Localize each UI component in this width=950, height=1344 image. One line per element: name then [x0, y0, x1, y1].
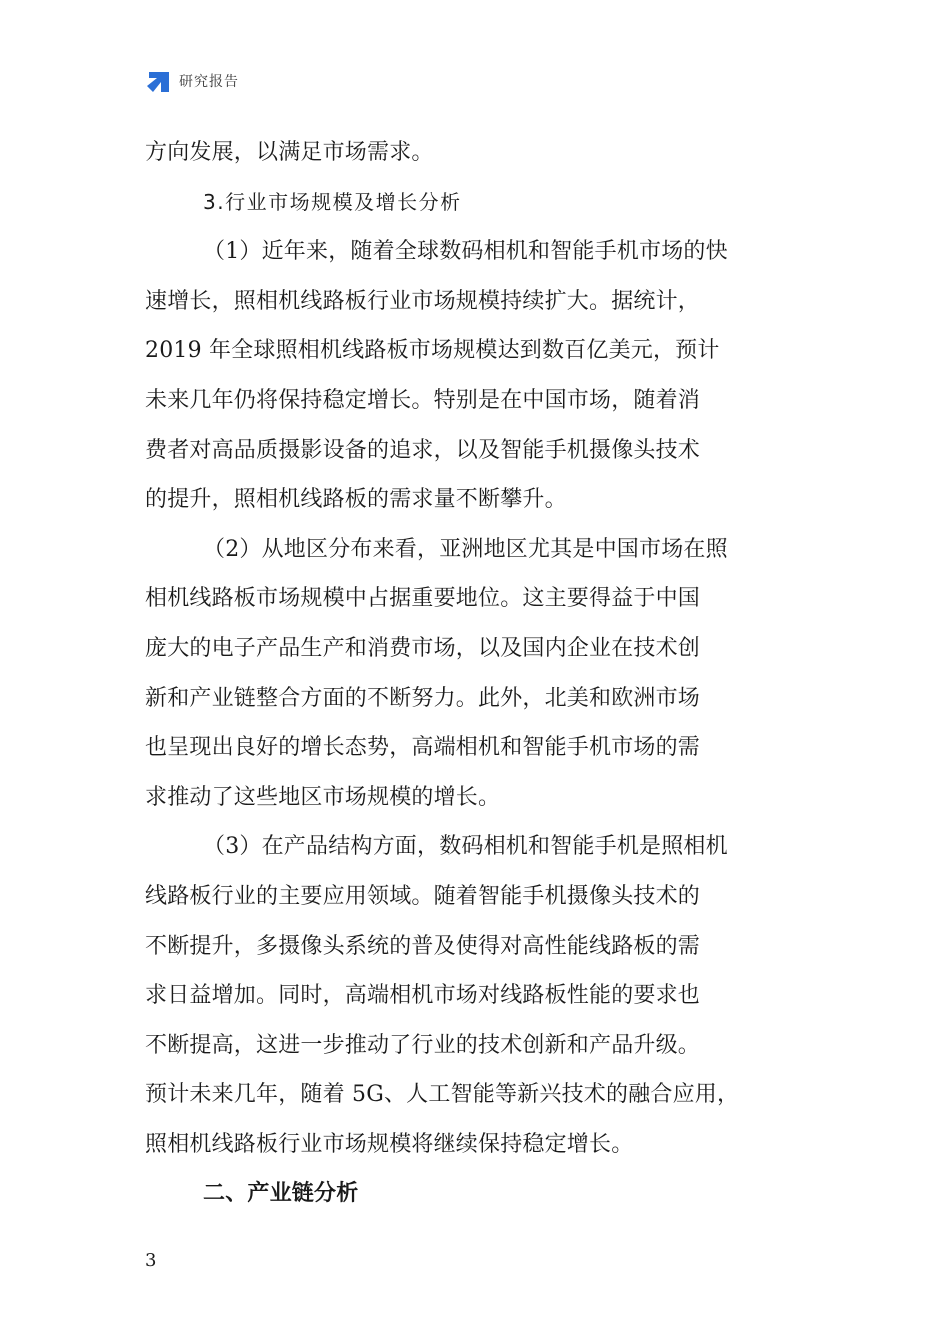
paragraph-line: 的提升，照相机线路板的需求量不断攀升。: [145, 487, 567, 513]
paragraph-line: 新和产业链整合方面的不断努力。此外，北美和欧洲市场: [145, 685, 701, 711]
paragraph-line: 速增长，照相机线路板行业市场规模持续扩大。据统计，: [145, 288, 701, 314]
arrow-up-right-icon: [145, 68, 171, 94]
paragraph-line: 预计未来几年，随着 5G、人工智能等新兴技术的融合应用，: [145, 1082, 740, 1108]
paragraph-line: 线路板行业的主要应用领域。随着智能手机摄像头技术的: [145, 883, 701, 909]
paragraph-line: 庞大的电子产品生产和消费市场，以及国内企业在技术创: [145, 635, 701, 661]
paragraph-line: （2）从地区分布来看，亚洲地区尤其是中国市场在照: [203, 536, 728, 562]
subsection-heading: 3.行业市场规模及增长分析: [203, 189, 462, 214]
paragraph-line: 也呈现出良好的增长态势，高端相机和智能手机市场的需: [145, 735, 701, 761]
report-header: [145, 68, 239, 94]
paragraph-line: （1）近年来，随着全球数码相机和智能手机市场的快: [203, 239, 728, 265]
paragraph-line: 求推动了这些地区市场规模的增长。: [145, 784, 501, 810]
paragraph-line: 照相机线路板行业市场规模将继续保持稳定增长。: [145, 1131, 634, 1157]
header-title: 研究报告: [179, 74, 239, 90]
paragraph-line: 相机线路板市场规模中占据重要地位。这主要得益于中国: [145, 586, 701, 612]
paragraph-line: 未来几年仍将保持稳定增长。特别是在中国市场，随着消: [145, 387, 701, 413]
page-number: 3: [145, 1250, 157, 1271]
paragraph-line: 不断提升，多摄像头系统的普及使得对高性能线路板的需: [145, 933, 701, 959]
paragraph-line: （3）在产品结构方面，数码相机和智能手机是照相机: [203, 834, 728, 860]
section-heading: 二、产业链分析: [203, 1181, 359, 1207]
paragraph-line: 2019 年全球照相机线路板市场规模达到数百亿美元，预计: [145, 338, 720, 364]
paragraph-line: 费者对高品质摄影设备的追求，以及智能手机摄像头技术: [145, 437, 701, 463]
paragraph-line: 求日益增加。同时，高端相机市场对线路板性能的要求也: [145, 983, 701, 1009]
paragraph-line: 不断提高，这进一步推动了行业的技术创新和产品升级。: [145, 1032, 701, 1058]
paragraph-line: 方向发展，以满足市场需求。: [145, 140, 434, 165]
document-body: [145, 128, 810, 1219]
